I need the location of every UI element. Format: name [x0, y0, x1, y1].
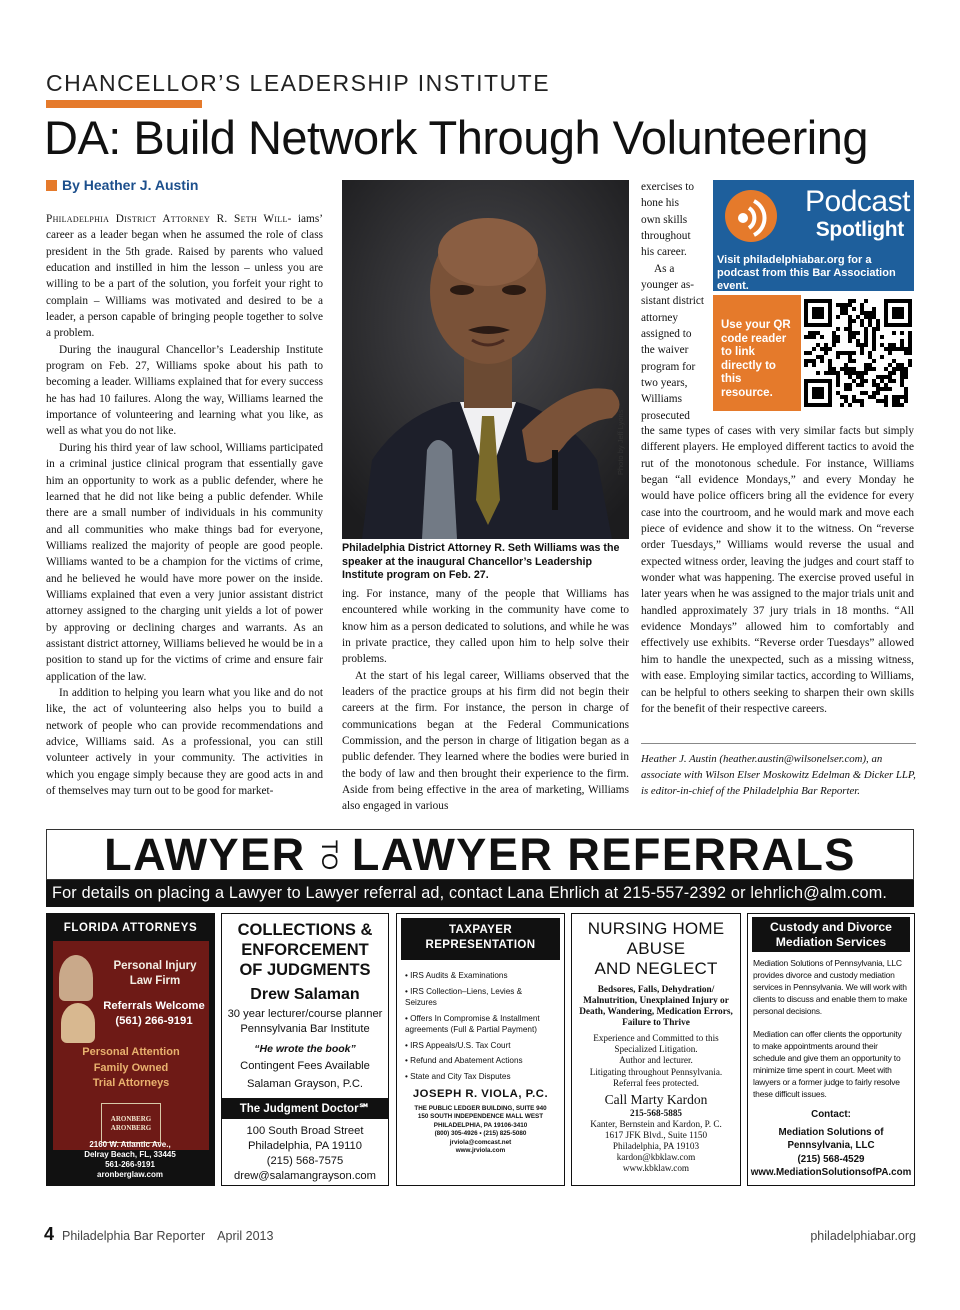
ad-custody-mediation[interactable]: [747, 913, 915, 1186]
ad-line: Philadelphia, PA 19110: [247, 1140, 363, 1152]
list-item: • IRS Audits & Examinations: [405, 971, 508, 980]
article-column-3: [641, 423, 914, 717]
podcast-title: Podcast: [805, 185, 910, 218]
podcast-text: Visit philadelphiabar.org for a podcast from this Bar Association event.: [717, 254, 896, 292]
ad-text: Experience and Committed to this Specialized Litigation. Author and lecturer. Litigating throughout Pennsylvania. Referral fees protected.: [589, 1033, 723, 1088]
ad-badge: The Judgment Doctor℠: [222, 1098, 388, 1119]
issue-date: April 2013: [217, 1229, 274, 1243]
paragraph: Philadelphia District Attorney R. Seth Will- iams’ career as a leader began when he assumed the role of class president in the 5th grade. Raised by parents who valued education and instilled in him the lesson – unless you are willing to be a part of the solution, you forfeit your right to complain – Williams was motivated and desired to be a leader, a person capable of bringing people together to solve a problem.: [46, 213, 323, 340]
ad-heading: NURSING HOME ABUSE AND NEGLECT: [587, 919, 725, 978]
ad-nursing-home[interactable]: [571, 913, 741, 1186]
line: own skills: [641, 213, 688, 226]
publication-name: Philadelphia Bar Reporter: [62, 1229, 206, 1243]
ad-call: Call Marty Kardon: [604, 1092, 708, 1108]
line: prosecuted: [641, 409, 690, 422]
accent-bar: [46, 100, 202, 108]
referrals-title: [104, 829, 856, 881]
referrals-banner: [46, 829, 914, 880]
ad-line: Personal Attention Family Owned Trial Attorneys: [82, 1046, 180, 1089]
article-column-1: [46, 211, 323, 799]
ad-text: Mediation Solutions of Pennsylvania, LLC provides divorce and custody mediation services in Pennsylvania. We will work with clients to discuss and enable them to make personal decisions.: [753, 958, 908, 1016]
line: younger as-: [641, 279, 695, 292]
ad-heading: TAXPAYER REPRESENTATION: [401, 918, 560, 960]
line: assigned to: [641, 328, 692, 341]
podcast-subtitle: Spotlight: [815, 218, 904, 241]
title-right: LAWYER REFERRALS: [351, 828, 856, 880]
paragraph: At the start of his legal career, Williams observed that the leaders of the practice groups at his firm did not begin their careers at the firm. For instance, the person in charge of communications began at the Federal Communications Commission, and the person in charge of litigation began as a public defender. They learned where the bodies were buried in the body of law and then brought their experience to the firm. Aside from being effective in the area of marketing, Williams also engaged in various: [342, 669, 629, 813]
photo-of-speaker: [342, 180, 629, 539]
ad-florida-attorneys[interactable]: [46, 913, 215, 1186]
ad-line: Salaman Grayson, P.C.: [246, 1078, 364, 1090]
list-item: • IRS Collection–Liens, Levies & Seizures: [405, 986, 523, 1007]
byline: [46, 177, 198, 193]
photo-credit: Photo by Jeff Lyons: [616, 409, 625, 475]
ad-email[interactable]: drew@salamangrayson.com: [234, 1170, 376, 1182]
referrals-contact-strip: For details on placing a Lawyer to Lawyer referral ad, contact Lana Ehrlich at 215-557-2392 or lehrlich@alm.com.: [46, 880, 914, 907]
ad-address: 2160 W. Atlantic Ave., Delray Beach, FL, 33445 561-266-9191 aronberglaw.com: [84, 1140, 176, 1179]
line: the waiver: [641, 344, 689, 357]
byline-square-icon: [46, 180, 57, 191]
list-item: • IRS Appeals/U.S. Tax Court: [405, 1040, 511, 1050]
website-link[interactable]: philadelphiabar.org: [810, 1229, 916, 1243]
ad-heading: COLLECTIONS & ENFORCEMENT OF JUDGMENTS: [237, 921, 373, 979]
list-item: • State and City Tax Disputes: [405, 1071, 511, 1081]
ad-taxpayer[interactable]: [396, 913, 565, 1186]
line: his career.: [641, 246, 687, 259]
qr-code[interactable]: [803, 295, 914, 411]
ad-line: (215) 568-7575: [266, 1155, 344, 1167]
byline-text: By Heather J. Austin: [62, 177, 199, 193]
ad-heading: Custody and Divorce Mediation Services: [752, 917, 910, 952]
ad-phone: 215-568-5885: [629, 1108, 683, 1119]
ad-text: Mediation can offer clients the opportunity to make appointments around their schedule and give them an opportunity to minimize time spent in court. Meet with lawyers or a former judge to fairly resolve these difficult issues.: [753, 1029, 902, 1099]
ad-bold-text: Bedsores, Falls, Dehydration/ Malnutrition, Unexplained Injury or Death, Wandering, Medication Errors, Failure to Thrive: [579, 985, 733, 1028]
podcast-spotlight-box: [713, 180, 914, 291]
photo-caption: Philadelphia District Attorney R. Seth Williams was the speaker at the inaugural Chancellor’s Leadership Institute program on Feb. 27.: [342, 542, 620, 581]
ad-line: Contingent Fees Available: [240, 1060, 370, 1072]
line: program for: [641, 360, 696, 373]
ad-heading: FLORIDA ATTORNEYS: [63, 922, 198, 934]
ad-line: 100 South Broad Street: [246, 1125, 364, 1137]
title-left: LAWYER: [104, 828, 306, 880]
ad-address: Kanter, Bernstein and Kardon, P. C. 1617 JFK Blvd., Suite 1150 Philadelphia, PA 19103 kardon@kbklaw.com www.kbklaw.com: [590, 1119, 722, 1174]
qr-code-icon: [803, 295, 914, 411]
ad-line: Referrals Welcome (561) 266-9191: [103, 1000, 205, 1027]
paragraph: ing. For instance, many of the people that Williams has encountered while working in the community have come to know him as a person dedicated to solutions, and while he was in private practice, they called upon him to help solve their problems.: [342, 588, 629, 666]
page-footer: [44, 1224, 916, 1245]
divider: [641, 743, 916, 744]
ad-line: Pennsylvania Bar Institute: [240, 1023, 370, 1035]
line: hone his: [641, 197, 679, 210]
attorney-photo: [59, 955, 93, 1001]
line: sistant district: [641, 295, 705, 308]
line: throughout: [641, 230, 691, 243]
podcast-icon: [723, 188, 779, 244]
ad-collections[interactable]: [221, 913, 389, 1186]
aronberg-logo: ARONBERG ARONBERG: [101, 1103, 161, 1143]
paragraph: the same types of cases with very similar facts but simply different players. He employed different tactics to avoid the rut of the monotonous schedule. For instance, Williams began “all evidence Mondays,” and every Monday he would have police officers bring all the evidence for every case into the courtroom, and he would mark and move each piece of evidence and show it to the witness. On “reverse order Tuesdays,” Williams would reverse the usual and expected witness order, leaving the judges and court staff to wonder what was happening. The exercise proved useful in later years when he was assigned to the major trials unit and handled approximately 37 jury trials in 18 months. “All evidence Mondays” allowed him to comfortably and effectively use exhibits. “Reverse order Tuesdays” allowed him to handle the unexpected, such as a missing witness, with ease. Employing similar tactics, according to Williams, can be helpful to others seeking to sharpen their own skills for the benefit of their respective careers.: [641, 425, 914, 715]
line: two years,: [641, 377, 688, 390]
list-item: • Offers In Compromise & Installment agreements (Full & Partial Payment): [405, 1013, 540, 1034]
ad-list: [405, 970, 556, 1082]
ad-tagline: “He wrote the book”: [254, 1043, 356, 1055]
paragraph: During the inaugural Chancellor’s Leadership Institute program on Feb. 27, Williams spoke about his path to becoming a leader. Williams explained that for every success he has had 10 failures. Along the way, Williams learned the importance of volunteering and learning what you like, as well as what you do not like.: [46, 343, 323, 438]
article-column-3-narrow: [641, 179, 709, 424]
ad-address: THE PUBLIC LEDGER BUILDING, SUITE 940 150 SOUTH INDEPENDENCE MALL WEST PHILADELPHIA, PA 19106-3410 (800) 305-4926 • (215) 825-5080 jrviola@comcast.net www.jrviola.com: [414, 1105, 547, 1155]
ad-line: 30 year lecturer/course planner: [227, 1008, 383, 1020]
ad-contact: Contact: Mediation Solutions of Pennsylvania, LLC (215) 568-4529 www.MediationSolutionsofPA.com: [750, 1109, 912, 1178]
line: As a: [654, 262, 675, 275]
paragraph: In addition to helping you learn what you like and do not like, the act of volunteering also helps you to build a network of people who can provide recommendations and advice, Williams said. As a professional, you can still volunteer actively in your community. The activities in which you engage simply because they are good acts in and of themselves may turn out to be good for market-: [46, 686, 323, 798]
list-item: • Refund and Abatement Actions: [405, 1056, 523, 1065]
ad-panel: [53, 941, 209, 1150]
ad-name: JOSEPH R. VIOLA, P.C.: [412, 1088, 549, 1100]
page-number: 4: [44, 1224, 55, 1244]
line: exercises to: [641, 181, 695, 193]
article-photo: [342, 180, 629, 539]
author-note: Heather J. Austin (heather.austin@wilsonelser.com), an associate with Wilson Elser Moskowitz Edelman & Dicker LLP, is editor-in-chief of the Philadelphia Bar Reporter.: [641, 753, 916, 797]
section-label: CHANCELLOR’S LEADERSHIP INSTITUTE: [46, 70, 551, 96]
line: Williams: [641, 393, 682, 406]
headline: DA: Build Network Through Volunteering: [44, 111, 868, 164]
ad-line: Personal Injury Law Firm: [113, 960, 197, 987]
line: attorney: [641, 311, 679, 324]
qr-instructions: Use your QR code reader to link directly to this resource.: [713, 295, 801, 411]
title-to: TO: [316, 839, 342, 870]
paragraph: During his third year of law school, Williams participated in a criminal justice clinical program that essentially gave him an opportunity to work as a public defender, where he learned that he did not like being a public defender. While there are a small number of individuals in his community and all communities who make things bad for everyone, Williams realized the majority of people are good people. Williams wanted to be a champion for the victims of crime, and he believed he would have more power on the inside. Williams explained that even a very junior assistant district attorney assigned to the charging unit yields a lot of power by approving or declining charges and warrants. As an assistant district attorney, Williams believed he would be in a position to stand up for the victims of crime and ensure fair application of the law.: [46, 441, 323, 683]
article-column-2: [342, 586, 629, 815]
ad-name: Drew Salaman: [250, 986, 360, 1003]
attorney-photo: [61, 1003, 95, 1043]
